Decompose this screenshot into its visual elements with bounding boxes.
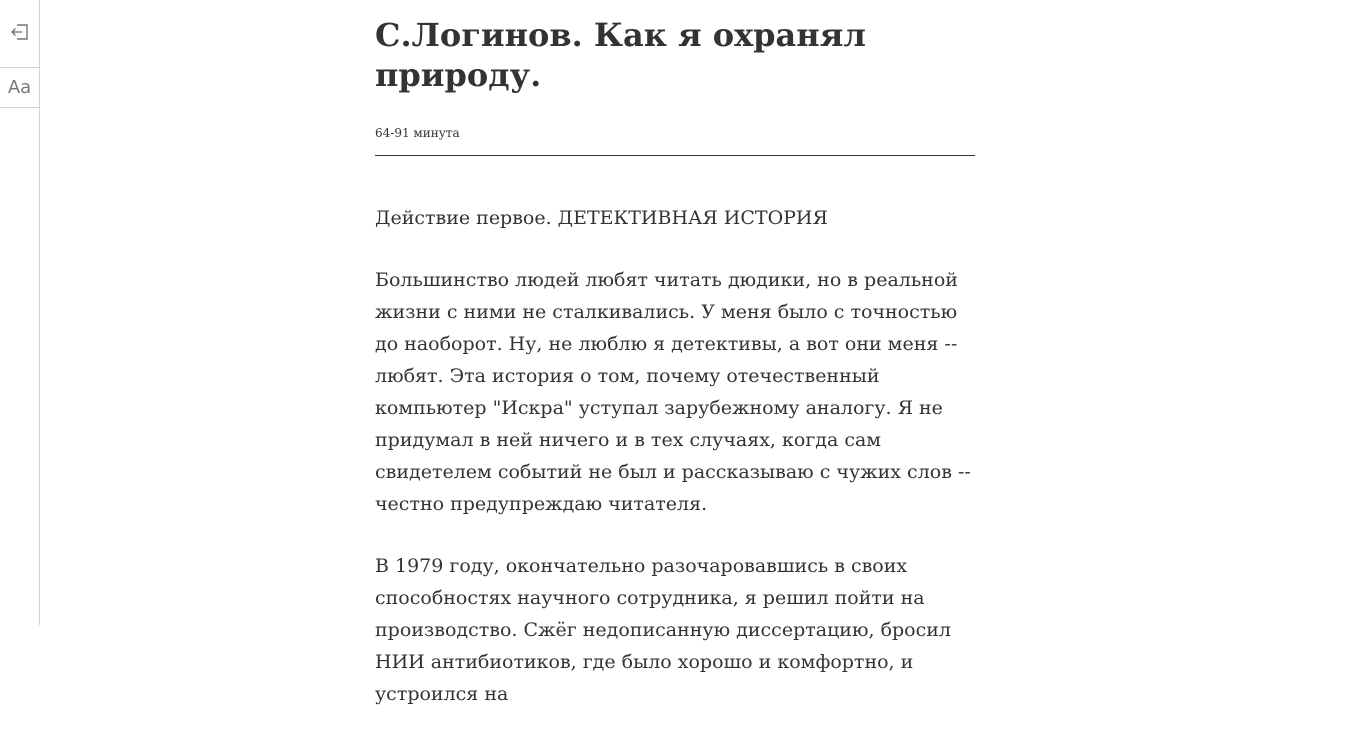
reader-toolbar <box>0 0 40 625</box>
article-paragraph: Действие первое. ДЕТЕКТИВНАЯ ИСТОРИЯ <box>375 207 828 229</box>
font-settings-icon: Aa <box>7 77 32 98</box>
close-reader-button[interactable] <box>0 0 39 68</box>
reading-time: 64-91 минута <box>375 126 460 140</box>
title-divider <box>375 155 975 156</box>
exit-reader-icon <box>9 21 31 47</box>
article-paragraph: Большинство людей любят читать дюдики, но в реальной жизни с ними не сталкивались. У меня было с точностью до наоборот. Ну, не люблю я детективы, а вот они меня -- любят. Эта история о том, почему отечественный компьютер "Искра" уступал зарубежному аналогу. Я не придумал в ней ничего и в тех случаях, когда сам свидетелем событий не был и рассказываю с чужих слов -- честно предупреждаю читателя. <box>375 269 971 515</box>
article-paragraph: В 1979 году, окончательно разочаровавшись в своих способностях научного сотрудника, я решил пойти на производство. Сжёг недописанную диссертацию, бросил НИИ антибиотиков, где было хорошо и комфортно, и устроился на <box>375 555 951 705</box>
reader-article <box>375 0 975 740</box>
article-content <box>375 202 975 710</box>
font-settings-button[interactable] <box>0 68 39 108</box>
article-title: С.Логинов. Как я охранял природу. <box>375 16 866 94</box>
